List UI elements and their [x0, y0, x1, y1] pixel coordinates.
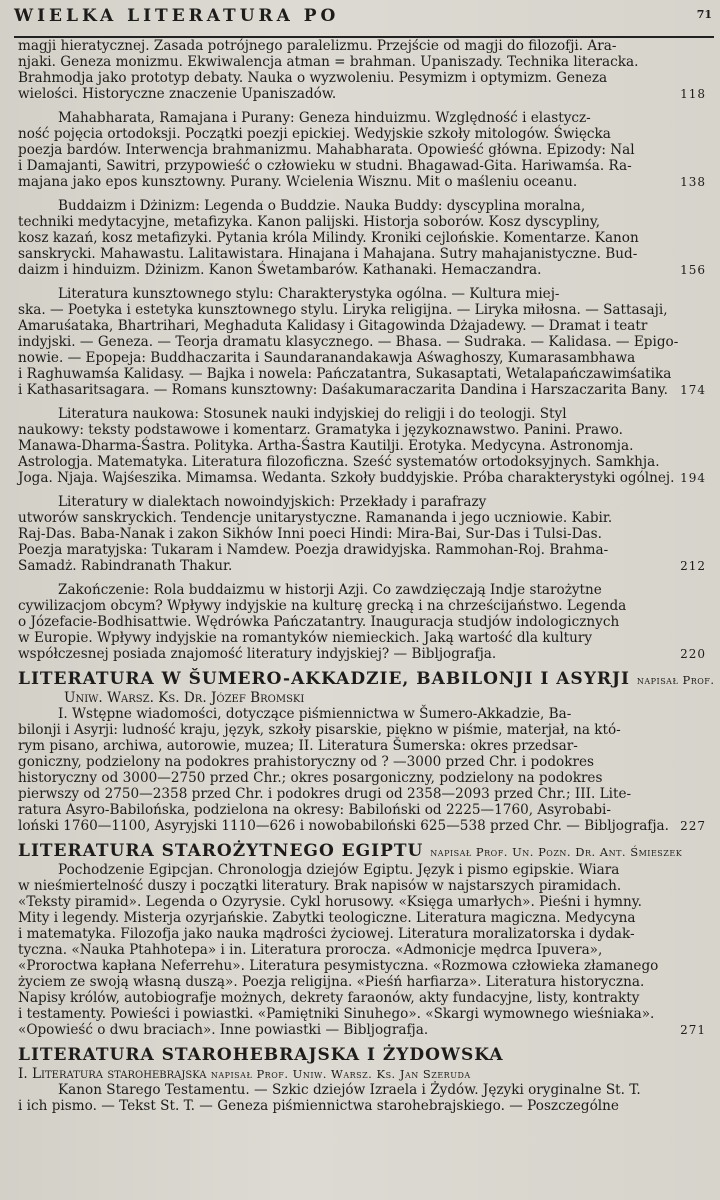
text-line: bilonji i Asyrji: ludność kraju, język, szkoły pisarskie, piękno w piśmie, materjał, na któ-	[18, 722, 621, 738]
text-line: o Józefacie-Bodhisattwie. Wędrówka Pańczatantry. Inauguracja studjów indologicznych	[18, 614, 620, 630]
section-page-number: 138	[680, 175, 706, 189]
text-line: Napisy królów, autobiografje możnych, dekrety faraonów, akty fundacyjne, listy, kontrakty	[18, 990, 640, 1006]
text-line: cywilizacjom obcym? Wpływy indyjskie na kulturę grecką i na chrześcijaństwo. Legenda	[18, 598, 627, 614]
chapter-title-sumer: LITERATURA W ŠUMERO-AKKADZIE, BABILONJI I ASYRJI napisał Prof.	[18, 669, 715, 689]
text-line: współczesnej posiada znajomość literatury indyjskiej? — Bibljografja. 220	[18, 646, 706, 662]
text-line: Astrologja. Matematyka. Literatura filozoficzna. Sześć systematów ortodoksyjnych. Samkhja.	[18, 454, 660, 470]
toc-section-hebrew	[18, 1082, 706, 1114]
text-line: «Opowieść o dwu braciach». Inne powiastki — Bibljografja. 271	[18, 1022, 706, 1038]
text-line: naukowy: teksty podstawowe i komentarz. Gramatyka i językoznawstwo. Panini. Prawo.	[18, 422, 623, 438]
text-line: Samadż. Rabindranath Thakur. 212	[18, 558, 706, 574]
text-line: życiem ze swoją własną duszą». Poezja religijna. «Pieśń harfiarza». Literatura historyczna.	[18, 974, 645, 990]
text-line: historyczny od 3000—2750 przed Chr.; okres posargoniczny, podzielony na podokres	[18, 770, 603, 786]
text-line: Amaruśataka, Bhartrihari, Meghaduta Kalidasy i Gitagowinda Dżajadewy. — Dramat i teatr	[18, 318, 648, 334]
chapter-author-sumer: Uniw. Warsz. Ks. Dr. Józef Bromski	[64, 690, 305, 706]
toc-section-conclusion	[18, 582, 706, 662]
text-line: loński 1760—1100, Asyryjski 1110—626 i nowobabiloński 625—538 przed Chr. — Bibljografja. 227	[18, 818, 706, 834]
section-page-number: 156	[680, 263, 706, 277]
text-line: ratura Asyro-Babilońska, podzielona na okresy: Babiloński od 2225—1760, Asyrobabi-	[18, 802, 611, 818]
section-page-number: 194	[680, 471, 706, 485]
text-line: nowie. — Epopeja: Buddhaczarita i Saundaranandakawja Aśwaghoszy, Kumarasambhawa	[18, 350, 636, 366]
text-line: wielości. Historyczne znaczenie Upaniszadów. 118	[18, 86, 706, 102]
text-line: I. Wstępne wiadomości, dotyczące piśmiennictwa w Šumero-Akkadzie, Ba-	[58, 706, 572, 722]
text-line: i ich pismo. — Tekst St. T. — Geneza piśmiennictwa starohebrajskiego. — Poszczególne	[18, 1098, 619, 1114]
text-line: «Teksty piramid». Legenda o Ozyrysie. Cykl horusowy. «Księga umarłych». Pieśni i hymny.	[18, 894, 642, 910]
text-line: rym pisano, archiwa, autorowie, muzea; II. Literatura Šumerska: okres przedsar-	[18, 738, 578, 754]
text-line: techniki medytacyjne, metafizyka. Kanon palijski. Historja soborów. Kosz dyscypliny,	[18, 214, 601, 230]
text-line: i Kathasaritsagara. — Romans kunsztowny: Daśakumaraczarita Dandina i Harszaczarita Bany. 174	[18, 382, 706, 398]
text-line: i testamenty. Powieści i powiastki. «Pamiętniki Sinuhego». «Skargi wymownego wieśniaka».	[18, 1006, 655, 1022]
text-line: Raj-Das. Baba-Nanak i zakon Sikhów Inni poeci Hindi: Mira-Bai, Sur-Das i Tulsi-Das.	[18, 526, 602, 542]
text-line: magji hieratycznej. Zasada potrójnego paralelizmu. Przejście od magji do filozofji. Ara-	[18, 38, 617, 54]
text-line: njaki. Geneza monizmu. Ekwiwalencja atman = brahman. Upaniszady. Technika literacka.	[18, 54, 639, 70]
text-line: Pochodzenie Egipcjan. Chronologja dziejów Egiptu. Język i pismo egipskie. Wiara	[58, 862, 620, 878]
text-line: Poezja maratyjska: Tukaram i Namdew. Poezja drawidyjska. Rammohan-Roj. Brahma-	[18, 542, 609, 558]
text-line: utworów sanskryckich. Tendencje unitarystyczne. Ramananda i jego uczniowie. Kabir.	[18, 510, 613, 526]
section-page-number: 118	[680, 87, 706, 101]
text-line: Zakończenie: Rola buddaizmu w historji Azji. Co zawdzięczają Indje starożytne	[58, 582, 602, 598]
section-page-number: 212	[680, 559, 706, 573]
text-line: sanskrycki. Mahawastu. Lalitawistara. Hinajana i Mahajana. Sutry mahajanistyczne. Bud-	[18, 246, 638, 262]
section-page-number: 227	[680, 819, 706, 833]
text-line: majana jako epos kunsztowny. Purany. Wcielenia Wisznu. Mit o maśleniu oceanu. 138	[18, 174, 706, 190]
chapter-subtitle-hebrew: I. Literatura starohebrajska napisał Prof. Uniw. Warsz. Ks. Jan Szeruda	[18, 1066, 471, 1082]
text-line: indyjski. — Geneza. — Teorja dramatu klasycznego. — Bhasa. — Sudraka. — Kalidasa. — Epigo-	[18, 334, 679, 350]
text-line: Buddaizm i Dżinizm: Legenda o Buddzie. Nauka Buddy: dyscyplina moralna,	[58, 198, 586, 214]
chapter-title-egypt: LITERATURA STAROŻYTNEGO EGIPTU napisał Prof. Un. Pozn. Dr. Ant. Śmieszek	[18, 841, 683, 861]
text-line: Literatura kunsztownego stylu: Charakterystyka ogólna. — Kultura miej-	[58, 286, 560, 302]
page-number: 71	[696, 8, 712, 21]
toc-section-dialects	[18, 494, 706, 574]
text-line: w Europie. Wpływy indyjskie na romantyków niemieckich. Jaką wartość dla kultury	[18, 630, 593, 646]
text-line: Mity i legendy. Misterja ozyrjańskie. Zabytki teologiczne. Literatura magiczna. Medycyna	[18, 910, 636, 926]
text-line: Kanon Starego Testamentu. — Szkic dziejów Izraela i Żydów. Języki oryginalne St. T.	[58, 1082, 641, 1098]
text-line: Brahmodja jako prototyp debaty. Nauka o wyzwoleniu. Pesymizm i optymizm. Geneza	[18, 70, 608, 86]
toc-section-buddhism	[18, 198, 706, 278]
running-header	[14, 6, 714, 38]
section-page-number: 271	[680, 1023, 706, 1037]
chapter-title-hebrew: LITERATURA STAROHEBRAJSKA I ŻYDOWSKA	[18, 1045, 504, 1065]
text-line: Literatury w dialektach nowoindyjskich: Przekłady i parafrazy	[58, 494, 487, 510]
section-page-number: 220	[680, 647, 706, 661]
text-line: i matematyka. Filozofja jako nauka mądrości życiowej. Literatura moralizatorska i dydak-	[18, 926, 635, 942]
text-line: daizm i hinduizm. Dżinizm. Kanon Śwetambarów. Kathanaki. Hemaczandra. 156	[18, 262, 706, 278]
header-title: WIELKA LITERATURA PO	[14, 6, 340, 26]
text-line: kosz kazań, kosz metafizyki. Pytania króla Milindy. Kroniki cejlońskie. Komentarze. Kanon	[18, 230, 639, 246]
text-line: poezja bardów. Interwencja brahmanizmu. Mahabharata. Opowieść główna. Epizody: Nal	[18, 142, 635, 158]
text-line: goniczny, podzielony na podokres prahistoryczny od ? —3000 przed Chr. i podokres	[18, 754, 594, 770]
text-line: «Proroctwa kapłana Neferrehu». Literatura pesymistyczna. «Rozmowa człowieka złamanego	[18, 958, 659, 974]
text-line: Manawa-Dharma-Śastra. Polityka. Artha-Śastra Kautilji. Erotyka. Medycyna. Astronomja.	[18, 438, 634, 454]
table-of-contents	[18, 38, 715, 1114]
toc-section-upanishads	[18, 38, 706, 102]
text-line: pierwszy od 2750—2358 przed Chr. i podokres drugi od 2358—2093 przed Chr.; III. Lite-	[18, 786, 632, 802]
text-line: Literatura naukowa: Stosunek nauki indyjskiej do religji i do teologji. Styl	[58, 406, 567, 422]
text-line: i Raghuwamśa Kalidasy. — Bajka i nowela: Pańczatantra, Sukasaptati, Wetalapańczawimśatika	[18, 366, 672, 382]
toc-section-kavya	[18, 286, 706, 398]
text-line: i Damajanti, Sawitri, przypowieść o człowieku w studni. Bhagawad-Gita. Hariwamśa. Ra-	[18, 158, 632, 174]
section-page-number: 174	[680, 383, 706, 397]
text-line: Mahabharata, Ramajana i Purany: Geneza hinduizmu. Względność i elastycz-	[58, 110, 591, 126]
text-line: tyczna. «Nauka Ptahhotepa» i in. Literatura proroczа. «Admonicje mędrca Ipuvera»,	[18, 942, 603, 958]
toc-section-egypt	[18, 862, 706, 1038]
text-line: w nieśmiertelność duszy i początki literatury. Brak napisów w najstarszych piramidach.	[18, 878, 622, 894]
text-line: Joga. Njaja. Wajśeszika. Mimamsa. Wedanta. Szkoły buddyjskie. Próba charakterystyki ogólnej. 194	[18, 470, 706, 486]
text-line: ność pojęcia ortodoksji. Początki poezji epickiej. Wedyjskie szkoły mitologów. Święcka	[18, 126, 611, 142]
toc-section-science	[18, 406, 706, 486]
text-line: ska. — Poetyka i estetyka kunsztownego stylu. Liryka religijna. — Liryka miłosna. — Sattasaji,	[18, 302, 668, 318]
toc-section-epics	[18, 110, 706, 190]
toc-section-sumer	[18, 706, 706, 834]
